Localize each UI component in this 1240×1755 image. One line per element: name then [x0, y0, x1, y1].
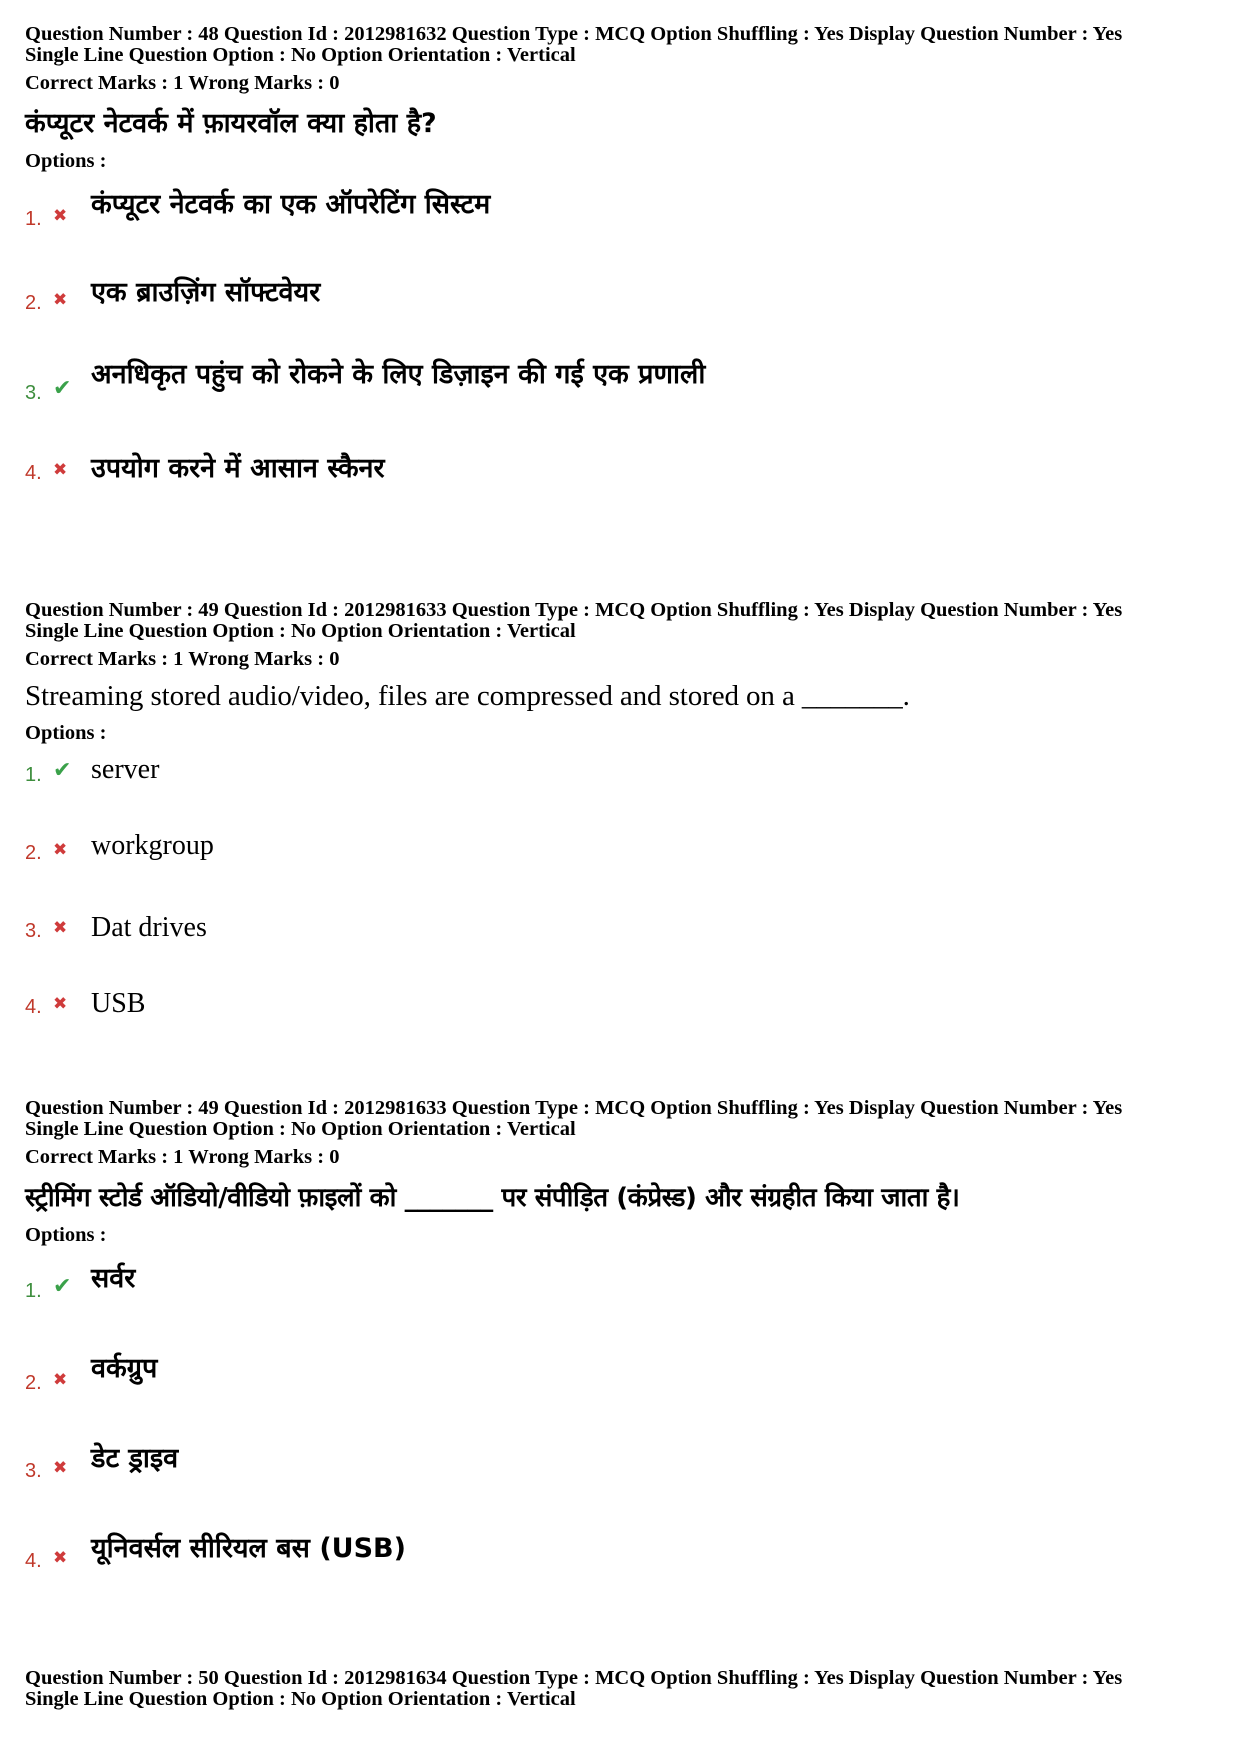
- option-item: [25, 1258, 1225, 1348]
- cross-icon: ✖: [53, 460, 68, 480]
- option-number: 2.: [25, 842, 42, 864]
- question-marks: Correct Marks : 1 Wrong Marks : 0: [25, 648, 340, 670]
- cross-icon: ✖: [53, 206, 68, 226]
- option-text: server: [91, 754, 160, 785]
- options-label: Options :: [25, 150, 107, 172]
- options-label: Options :: [25, 1224, 107, 1246]
- option-text: अनधिकृत पहुंच को रोकने के लिए डिज़ाइन की गई एक प्रणाली: [91, 359, 706, 390]
- question-block-50: [25, 1668, 1225, 1710]
- question-text: Streaming stored audio/video, files are compressed and stored on a _______.: [25, 680, 910, 712]
- option-text: यूनिवर्सल सीरियल बस (USB): [91, 1533, 406, 1564]
- options-list: [25, 754, 1225, 1048]
- question-meta-line-1: Question Number : 49 Question Id : 2012981633 Question Type : MCQ Option Shuffling : Yes Display Question Number : Yes: [25, 1097, 1123, 1119]
- option-number: 2.: [25, 292, 42, 314]
- question-block-49-hindi: [25, 1098, 1225, 1588]
- option-item: [25, 354, 1225, 448]
- option-item: [25, 448, 1225, 508]
- option-item: [25, 988, 1225, 1048]
- question-meta-line-1: Question Number : 48 Question Id : 2012981632 Question Type : MCQ Option Shuffling : Yes Display Question Number : Yes: [25, 23, 1123, 45]
- question-marks: Correct Marks : 1 Wrong Marks : 0: [25, 1146, 340, 1168]
- options-list: [25, 184, 1225, 508]
- options-label: Options :: [25, 722, 107, 744]
- option-number: 4.: [25, 1550, 42, 1572]
- cross-icon: ✖: [53, 994, 68, 1014]
- option-text: USB: [91, 988, 146, 1019]
- cross-icon: ✖: [53, 1370, 68, 1390]
- question-text: स्ट्रीमिंग स्टोर्ड ऑडियो/वीडियो फ़ाइलों को _______ पर संपीड़ित (कंप्रेस्ड) और संग्रहीत किया जाता है।: [25, 1183, 960, 1213]
- question-meta-line-1: Question Number : 50 Question Id : 2012981634 Question Type : MCQ Option Shuffling : Yes Display Question Number : Yes: [25, 1667, 1123, 1689]
- cross-icon: ✖: [53, 1548, 68, 1568]
- option-item: [25, 1438, 1225, 1528]
- option-text: डेट ड्राइव: [91, 1443, 179, 1474]
- option-number: 3.: [25, 920, 42, 942]
- question-marks: Correct Marks : 1 Wrong Marks : 0: [25, 72, 340, 94]
- option-item: [25, 912, 1225, 988]
- option-item: [25, 1348, 1225, 1438]
- check-icon: ✔: [53, 758, 72, 783]
- question-meta-line-2: Single Line Question Option : No Option Orientation : Vertical: [25, 620, 576, 642]
- option-item: [25, 1528, 1225, 1588]
- option-number: 2.: [25, 1372, 42, 1394]
- question-meta-line-2: Single Line Question Option : No Option Orientation : Vertical: [25, 1118, 576, 1140]
- cross-icon: ✖: [53, 290, 68, 310]
- option-text: उपयोग करने में आसान स्कैनर: [91, 453, 385, 484]
- option-text: सर्वर: [91, 1263, 136, 1294]
- question-meta-line-2: Single Line Question Option : No Option Orientation : Vertical: [25, 1688, 576, 1710]
- option-number: 1.: [25, 208, 42, 230]
- question-meta-line-2: Single Line Question Option : No Option Orientation : Vertical: [25, 44, 576, 66]
- option-item: [25, 830, 1225, 912]
- option-text: कंप्यूटर नेटवर्क का एक ऑपरेटिंग सिस्टम: [91, 189, 491, 220]
- cross-icon: ✖: [53, 918, 68, 938]
- option-number: 3.: [25, 382, 42, 404]
- option-number: 1.: [25, 1280, 42, 1302]
- option-number: 4.: [25, 462, 42, 484]
- cross-icon: ✖: [53, 1458, 68, 1478]
- check-icon: ✔: [53, 376, 72, 401]
- question-meta-line-1: Question Number : 49 Question Id : 2012981633 Question Type : MCQ Option Shuffling : Yes Display Question Number : Yes: [25, 599, 1123, 621]
- check-icon: ✔: [53, 1274, 72, 1299]
- option-text: workgroup: [91, 830, 214, 861]
- option-item: [25, 272, 1225, 354]
- question-block-48: [25, 24, 1225, 508]
- cross-icon: ✖: [53, 840, 68, 860]
- option-text: एक ब्राउज़िंग सॉफ्टवेयर: [91, 277, 321, 308]
- option-number: 4.: [25, 996, 42, 1018]
- question-block-49-english: [25, 600, 1225, 1048]
- option-number: 3.: [25, 1460, 42, 1482]
- options-list: [25, 1258, 1225, 1588]
- option-item: [25, 754, 1225, 830]
- option-number: 1.: [25, 764, 42, 786]
- option-item: [25, 184, 1225, 272]
- option-text: Dat drives: [91, 912, 207, 943]
- question-text: कंप्यूटर नेटवर्क में फ़ायरवॉल क्या होता है?: [25, 108, 437, 139]
- option-text: वर्कग्रुप: [91, 1353, 158, 1384]
